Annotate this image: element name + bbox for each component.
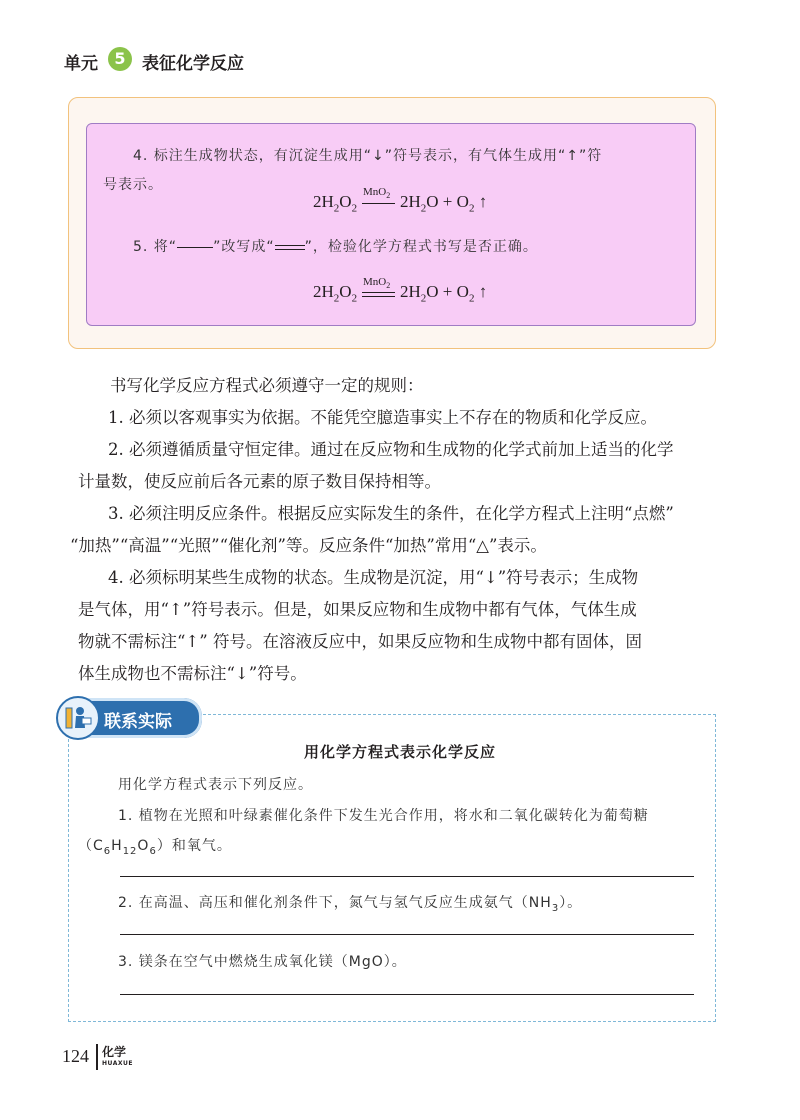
eq2-condition: MnO$_2$ [363, 276, 391, 291]
question-1-line2: $(C_6H_{12}O_6)$和氧气。 [78, 838, 232, 857]
answer-line-2[interactable] [120, 934, 694, 935]
eq1-line [362, 203, 395, 204]
practice-intro: 用化学方程式表示下列反应。 [118, 777, 313, 793]
rule-4-line2: 是气体，用“↑”符号表示。但是，如果反应物和生成物中都有气体，气体生成 [78, 600, 637, 619]
unit-label: 单元 [64, 54, 98, 74]
eq2-products: $2H_2O + O_2$ ↑ [400, 282, 488, 305]
unit-number-badge: 5 [108, 47, 132, 71]
practice-tab-label: 联系实际 [104, 712, 172, 732]
rule-1: 1. 必须以客观事实为依据。不能凭空臆造事实上不存在的物质和化学反应。 [108, 408, 657, 427]
footer-subject-pinyin: HUAXUE [102, 1060, 133, 1067]
eq1-condition: MnO$_2$ [363, 186, 391, 201]
footer-subject: 化学 [102, 1045, 127, 1059]
rule-3-line1: 3. 必须注明反应条件。根据反应实际发生的条件，在化学方程式上注明“点燃” [108, 504, 674, 523]
footer-separator [96, 1044, 98, 1070]
reading-person-icon [56, 696, 100, 740]
question-2: 2. 在高温、高压和催化剂条件下，氮气与氢气反应生成氨气$(NH_3)$。 [118, 895, 583, 914]
double-line-symbol [275, 245, 305, 250]
practice-title: 用化学方程式表示化学反应 [303, 743, 496, 761]
eq2-double-line [362, 292, 395, 297]
eq2-reactant: $2H_2O_2$ [313, 282, 358, 305]
step4-line1: 4. 标注生成物状态，有沉淀生成用“↓”符号表示，有气体生成用“↑”符 [133, 148, 603, 164]
rule-3-line2: “加热”“高温”“光照”“催化剂”等。反应条件“加热”常用“△”表示。 [70, 536, 547, 555]
page-number: 124 [62, 1046, 89, 1066]
eq1-reactant: $2H_2O_2$ [313, 192, 358, 215]
rule-4-line1: 4. 必须标明某些生成物的状态。生成物是沉淀，用“↓”符号表示；生成物 [108, 568, 639, 587]
rule-2-line1: 2. 必须遵循质量守恒定律。通过在反应物和生成物的化学式前加上适当的化学 [108, 440, 674, 459]
step5-line: 5. 将“ ”改写成“ ”，检验化学方程式书写是否正确。 [133, 239, 538, 255]
answer-line-1[interactable] [120, 876, 694, 877]
rules-intro: 书写化学反应方程式必须遵守一定的规则： [110, 376, 424, 395]
unit-title: 表征化学反应 [142, 54, 244, 74]
step4-line2: 号表示。 [103, 177, 163, 193]
eq1-products: $2H_2O + O_2$ ↑ [400, 192, 488, 215]
single-line-symbol [177, 247, 213, 248]
question-1-line1: 1. 植物在光照和叶绿素催化条件下发生光合作用，将水和二氧化碳转化为葡萄糖 [118, 808, 649, 824]
rule-4-line3: 物就不需标注“↑” 符号。在溶液反应中，如果反应物和生成物中都有固体，固 [78, 632, 642, 651]
equation-2 [313, 276, 493, 308]
question-3: 3. 镁条在空气中燃烧生成氧化镁（MgO）。 [118, 954, 407, 970]
rule-2-line2: 计量数，使反应前后各元素的原子数目保持相等。 [78, 472, 441, 491]
rule-4-line4: 体生成物也不需标注“↓”符号。 [78, 664, 307, 683]
answer-line-3[interactable] [120, 994, 694, 995]
equation-1 [313, 186, 493, 218]
